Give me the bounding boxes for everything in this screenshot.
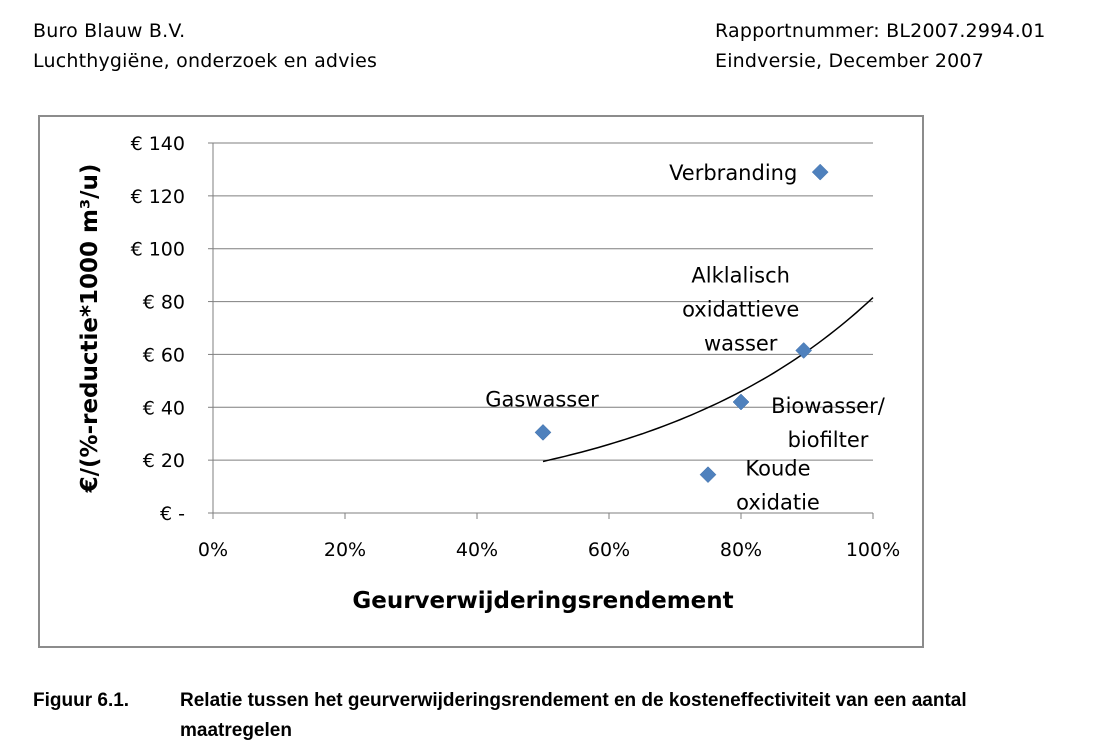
data-point	[796, 342, 812, 358]
y-axis-title: €/(%-reductie*1000 m³/u)	[77, 163, 103, 493]
report-version: Eindversie, December 2007	[715, 50, 984, 72]
company-name: Buro Blauw B.V.	[33, 20, 186, 42]
x-tick-label: 0%	[197, 539, 229, 561]
y-tick-label: € 40	[142, 397, 185, 420]
y-tick-label: € 140	[130, 133, 185, 155]
report-number: Rapportnummer: BL2007.2994.01	[715, 20, 1046, 42]
y-tick-label: € 120	[130, 185, 185, 208]
y-tick-label: € 100	[130, 238, 185, 261]
figure-caption: Relatie tussen het geurverwijderingsrendement en de kosteneffectiviteit van een aantal maatregelen	[180, 690, 967, 741]
data-point-label: Alklalisch oxidattieve wasser	[682, 263, 800, 356]
x-tick-label: 80%	[719, 539, 763, 561]
x-tick-label: 60%	[587, 539, 631, 561]
data-point	[535, 424, 551, 440]
department-name: Luchthygiëne, onderzoek en advies	[33, 50, 378, 72]
data-point	[700, 467, 716, 483]
y-tick-label: € 20	[142, 450, 185, 473]
header-left	[33, 16, 377, 76]
data-point	[812, 164, 828, 180]
y-tick-label: € 80	[142, 291, 185, 314]
header-right	[715, 16, 1046, 76]
x-tick-label: 20%	[323, 539, 367, 561]
scatter-chart	[40, 117, 922, 646]
data-point-label: Gaswasser	[485, 387, 599, 412]
y-tick-label: € 60	[142, 344, 185, 367]
data-point-label: Verbranding	[669, 161, 798, 186]
y-tick-label: € -	[160, 503, 185, 525]
data-point-label: Koude oxidatie	[736, 456, 820, 515]
x-axis-title: Geurverwijderingsrendement	[352, 588, 734, 614]
x-tick-label: 100%	[845, 539, 901, 561]
data-point-label: Biowasser/ biofilter	[771, 394, 885, 452]
figure-label: Figuur 6.1.	[33, 690, 130, 711]
x-tick-label: 40%	[455, 539, 499, 561]
chart-area	[38, 115, 924, 648]
